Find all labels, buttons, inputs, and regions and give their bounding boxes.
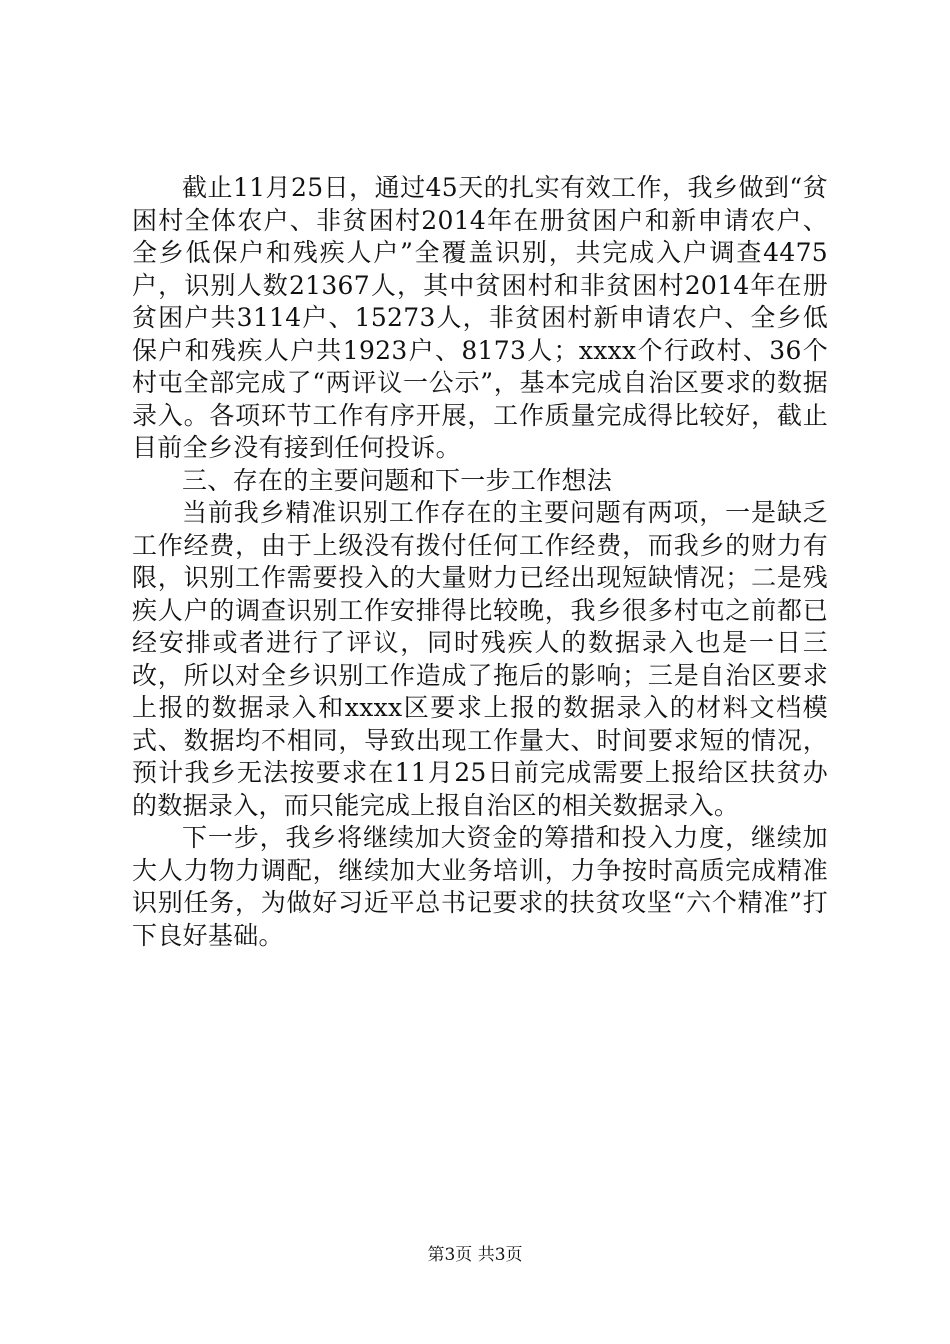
document-body [132, 172, 828, 952]
paragraph-next-steps: 下一步，我乡将继续加大资金的筹措和投入力度，继续加大人力物力调配，继续加大业务培训，力争按时高质完成精准识别任务，为做好习近平总书记要求的扶贫攻坚“六个精准”打下良好基础。 [132, 823, 828, 950]
paragraph-main-problems: 当前我乡精准识别工作存在的主要问题有两项，一是缺乏工作经费，由于上级没有拨付任何工作经费，而我乡的财力有限，识别工作需要投入的大量财力已经出现短缺情况；二是残疾人户的调查识别工作安排得比较晚，我乡很多村屯之前都已经安排或者进行了评议，同时残疾人的数据录入也是一日三改，所以对全乡识别工作造成了拖后的影响；三是自治区要求上报的数据录入和xxxx区要求上报的数据录入的材料文档模式、数据均不相同，导致出现工作量大、时间要求短的情况，预计我乡无法按要求在11月25日前完成需要上报给区扶贫办的数据录入，而只能完成上报自治区的相关数据录入。 [132, 498, 828, 820]
page-footer [0, 1244, 950, 1266]
page-number: 第3页 共3页 [427, 1245, 523, 1265]
section-heading-problems: 三、存在的主要问题和下一步工作想法 [182, 465, 613, 495]
paragraph-progress-summary: 截止11月25日，通过45天的扎实有效工作，我乡做到“贫困村全体农户、非贫困村2014年在册贫困户和新申请农户、全乡低保户和残疾人户”全覆盖识别，共完成入户调查4475户，识别人数21367人，其中贫困村和非贫困村2014年在册贫困户共3114户、15273人，非贫困村新申请农户、全乡低保户和残疾人户共1923户、8173人；xxxx个行政村、36个村屯全部完成了“两评议一公示”，基本完成自治区要求的数据录入。各项环节工作有序开展，工作质量完成得比较好，截止目前全乡没有接到任何投诉。 [132, 173, 828, 462]
